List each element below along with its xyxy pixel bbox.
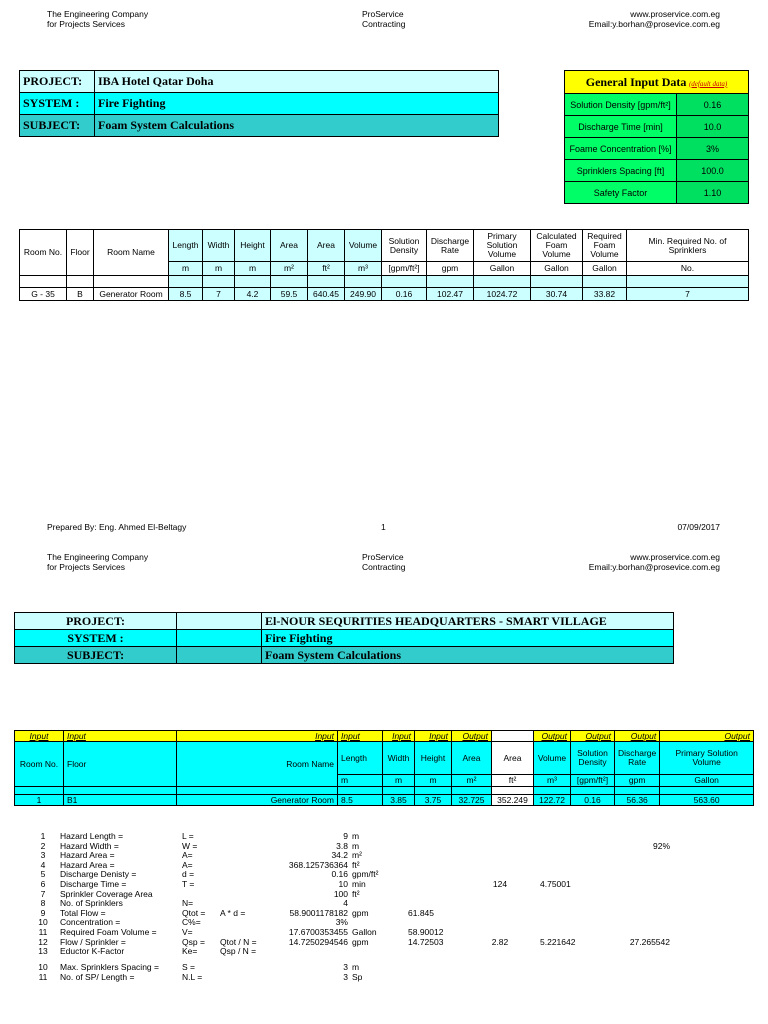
th-solution-density: Solution Density <box>382 230 427 262</box>
calc-unit: Gallon <box>352 926 377 937</box>
calc-label: Hazard Length = <box>60 831 124 841</box>
tag-input: Input <box>15 731 64 742</box>
tag-blank <box>492 731 534 742</box>
unit: [gpm/ft²] <box>382 262 427 276</box>
calc-extra-4 <box>598 851 672 861</box>
calc-label: Hazard Area = <box>60 850 115 861</box>
calc-formula: A * d = <box>220 907 246 918</box>
calc-symbol: C%= <box>182 917 201 928</box>
cell-room-name: Generator Room <box>94 288 169 301</box>
calc-extra-2 <box>462 947 538 957</box>
calc-extra-3 <box>538 851 598 861</box>
unit: No. <box>627 262 749 276</box>
calc-unit: ft² <box>352 888 360 899</box>
calc-symbol: Qtot = <box>182 907 206 918</box>
cell-discharge-rate: 56.36 <box>615 795 660 806</box>
calc-unit: m <box>352 840 360 851</box>
cell-area-m2: 32.725 <box>452 795 492 806</box>
subject-value: Foam System Calculations <box>262 647 674 664</box>
calc-row <box>28 842 672 852</box>
gi-label: Safety Factor <box>565 182 677 204</box>
calc-symbol: d = <box>182 869 195 880</box>
cell-primary-volume: 1024.72 <box>474 288 531 301</box>
contractor-line-1: ProService <box>362 552 404 562</box>
calc-extra-1 <box>406 842 462 852</box>
calc-formula <box>218 880 268 890</box>
cell-volume: 122.72 <box>534 795 571 806</box>
cell-floor: B <box>67 288 94 301</box>
calc-unit: m² <box>352 850 362 861</box>
calc-extra-2 <box>462 861 538 871</box>
company-line-2: for Projects Services <box>47 562 125 572</box>
system-label: SYSTEM : <box>20 93 95 115</box>
page-number: 1 <box>381 522 386 532</box>
calc-value <box>268 947 350 957</box>
contractor-line-2: Contracting <box>362 19 406 29</box>
calc-formula <box>218 870 268 880</box>
email: Email:y.borhan@prosevice.com.eg <box>588 562 720 572</box>
calc-extra-4 <box>598 973 672 983</box>
calc-index: 10 <box>38 917 48 928</box>
gi-value[interactable]: 10.0 <box>677 116 749 138</box>
calc-value: 9 <box>343 831 348 841</box>
calc-extra-1 <box>406 890 462 900</box>
calc-index: 10 <box>38 962 48 973</box>
calc-formula <box>218 957 268 973</box>
calc-index: 6 <box>40 878 46 889</box>
general-input-title-text: General Input Data <box>585 74 687 89</box>
unit: Gallon <box>660 775 754 787</box>
calc-extra-1: 14.72503 <box>408 936 444 947</box>
subject-value: Foam System Calculations <box>95 115 499 137</box>
calc-extra-3 <box>538 832 598 842</box>
company-line-1: The Engineering Company <box>47 552 149 562</box>
calc-symbol: A= <box>182 850 193 861</box>
th-calculated-foam-volume: Calculated Foam Volume <box>531 230 583 262</box>
unit: m <box>383 775 415 787</box>
contractor-line-1: ProService <box>362 9 404 19</box>
company-line-2: for Projects Services <box>47 19 125 29</box>
gi-label: Foame Concentration [%] <box>565 138 677 160</box>
cell-length[interactable]: 8.5 <box>169 288 203 301</box>
tag-input: Input <box>64 731 177 742</box>
calc-label: Required Foam Volume = <box>60 926 157 937</box>
gi-value[interactable]: 3% <box>677 138 749 160</box>
calc-extra-3 <box>538 973 598 983</box>
calc-value: 3 <box>343 962 348 973</box>
calc-index: 8 <box>40 898 46 909</box>
calc-extra-4 <box>598 899 672 909</box>
calc-symbol: W = <box>182 840 198 851</box>
cell-width[interactable]: 7 <box>203 288 235 301</box>
calc-unit: min <box>352 878 366 889</box>
th-required-foam-volume: Required Foam Volume <box>583 230 627 262</box>
unit: Gallon <box>531 262 583 276</box>
tag-output: Output <box>615 731 660 742</box>
project-box-2 <box>14 612 674 664</box>
website: www.proservice.com.eg <box>630 552 720 562</box>
calc-unit: m <box>352 962 360 973</box>
calc-extra-2 <box>462 842 538 852</box>
calc-extra-2 <box>462 890 538 900</box>
calc-extra-3 <box>538 861 598 871</box>
th-floor: Floor <box>67 230 94 276</box>
cell-solution-density: 0.16 <box>382 288 427 301</box>
calc-label: Eductor K-Factor <box>60 946 125 957</box>
calc-extra-2 <box>462 909 538 919</box>
table-row <box>20 288 749 301</box>
calc-symbol: T = <box>182 878 195 889</box>
calc-symbol: A= <box>182 859 193 870</box>
calc-label: Hazard Area = <box>60 859 115 870</box>
unit: m <box>203 262 235 276</box>
calc-label: Discharge Denisty = <box>60 869 137 880</box>
cell-room-no: G - 35 <box>20 288 67 301</box>
cell-height[interactable]: 4.2 <box>235 288 271 301</box>
cell-calculated-foam: 30.74 <box>531 288 583 301</box>
calc-extra-4 <box>598 909 672 919</box>
system-value: Fire Fighting <box>262 630 674 647</box>
company-name <box>47 9 148 29</box>
unit: ft² <box>308 262 345 276</box>
calc-extra-2 <box>462 973 538 983</box>
calc-value: 100 <box>333 888 348 899</box>
calc-extra-2: 124 <box>492 878 508 889</box>
th-primary-solution-volume: Primary Solution Volume <box>474 230 531 262</box>
calc-extra-1 <box>406 861 462 871</box>
project-label: PROJECT: <box>15 613 177 630</box>
calc-label: Discharge Time = <box>60 878 127 889</box>
cell-height[interactable]: 3.75 <box>415 795 452 806</box>
calc-row <box>28 957 672 973</box>
gi-value[interactable]: 100.0 <box>677 160 749 182</box>
cell-area-m2: 59.5 <box>271 288 308 301</box>
calc-extra-1 <box>406 870 462 880</box>
calc-symbol: S = <box>182 962 195 973</box>
calc-label: Hazard Width = <box>60 840 119 851</box>
calc-label: Max. Sprinklers Spacing = <box>60 962 159 973</box>
th-area-m2: Area <box>452 742 492 775</box>
calc-formula <box>218 890 268 900</box>
calc-extra-2: 2.82 <box>491 936 509 947</box>
calc-symbol: V= <box>182 926 193 937</box>
table-row <box>15 795 754 806</box>
th-room-name: Room Name <box>94 230 169 276</box>
calc-extra-2 <box>462 851 538 861</box>
unit: m <box>235 262 271 276</box>
calc-extra-4 <box>598 861 672 871</box>
calc-value: 4 <box>343 898 348 909</box>
calc-formula: Qtot / N = <box>220 936 257 947</box>
calc-row <box>28 909 672 919</box>
th-height: Height <box>235 230 271 262</box>
th-width: Width <box>203 230 235 262</box>
calc-value: 58.9001178182 <box>289 907 348 918</box>
company-name <box>47 552 148 572</box>
calc-extra-1 <box>406 832 462 842</box>
calc-unit: gpm <box>352 936 369 947</box>
calc-extra-3 <box>538 918 598 928</box>
calc-value: 17.6700353455 <box>288 926 348 937</box>
calc-extra-3 <box>538 947 598 957</box>
tag-output: Output <box>452 731 492 742</box>
calc-index: 4 <box>40 859 46 870</box>
unit: gpm <box>427 262 474 276</box>
th-width: Width <box>383 742 415 775</box>
general-input-title <box>565 71 749 94</box>
calc-unit <box>350 947 406 957</box>
calc-formula <box>218 851 268 861</box>
calc-index: 2 <box>40 840 46 851</box>
gi-label: Solution Density [gpm/ft²] <box>565 94 677 116</box>
calc-index: 12 <box>38 936 48 947</box>
calc-index: 11 <box>38 971 48 982</box>
calc-formula <box>218 918 268 928</box>
calc-extra-3 <box>538 957 598 973</box>
calc-label: No. of Sprinklers <box>60 898 123 909</box>
calc-value: 3.8 <box>336 840 348 851</box>
gi-value[interactable]: 0.16 <box>677 94 749 116</box>
project-value: El-NOUR SEQURITIES HEADQUARTERS - SMART VILLAGE <box>262 613 674 630</box>
calc-extra-4 <box>598 957 672 973</box>
cell-primary-volume: 563.60 <box>660 795 754 806</box>
cell-discharge-rate: 102.47 <box>427 288 474 301</box>
calc-unit: gpm/ft² <box>352 869 379 880</box>
calc-value: 3 <box>343 971 348 982</box>
th-floor: Floor <box>64 742 177 787</box>
unit: m <box>338 775 383 787</box>
th-area-m2: Area <box>271 230 308 262</box>
th-room-name: Room Name <box>177 742 338 787</box>
cell-required-foam: 33.82 <box>583 288 627 301</box>
system-label: SYSTEM : <box>15 630 177 647</box>
calc-row <box>28 899 672 909</box>
calc-symbol: L = <box>182 831 194 841</box>
general-input-table <box>564 70 749 204</box>
calc-extra-1 <box>406 880 462 890</box>
calc-table <box>28 832 672 982</box>
website: www.proservice.com.eg <box>630 9 720 19</box>
calc-label: No. of SP/ Length = <box>60 971 135 982</box>
calc-row <box>28 947 672 957</box>
calc-extra-3 <box>538 909 598 919</box>
calc-index: 5 <box>40 869 46 880</box>
th-length: Length <box>338 742 383 775</box>
tag-output: Output <box>571 731 615 742</box>
general-input-subtitle: (default data) <box>688 79 728 88</box>
tag-input: Input <box>338 731 383 742</box>
calc-index: 1 <box>40 831 46 841</box>
th-area-ft2: Area <box>308 230 345 262</box>
th-volume: Volume <box>345 230 382 262</box>
calc-extra-4 <box>598 890 672 900</box>
cell-min-sprinklers: 7 <box>627 288 749 301</box>
contractor-name <box>362 552 405 572</box>
cell-floor[interactable]: B1 <box>64 795 177 806</box>
calc-value: 34.2 <box>331 850 348 861</box>
th-discharge-rate: Discharge Rate <box>615 742 660 775</box>
cell-length[interactable]: 8.5 <box>338 795 383 806</box>
unit: gpm <box>615 775 660 787</box>
calc-label: Sprinkler Coverage Area <box>60 888 153 899</box>
calc-extra-3: 4.75001 <box>540 878 571 889</box>
cell-volume: 249.90 <box>345 288 382 301</box>
unit: m³ <box>534 775 571 787</box>
calc-index: 3 <box>40 850 46 861</box>
calc-extra-1 <box>406 851 462 861</box>
project-value: IBA Hotel Qatar Doha <box>95 71 499 93</box>
calc-extra-4: 27.265542 <box>629 936 670 947</box>
calc-formula: Qsp / N = <box>220 946 257 957</box>
calc-unit: gpm <box>352 907 369 918</box>
calc-formula <box>218 842 268 852</box>
calc-extra-2 <box>462 957 538 973</box>
calc-index: 13 <box>38 946 48 957</box>
cell-solution-density: 0.16 <box>571 795 615 806</box>
contact-info <box>589 552 720 572</box>
cell-width[interactable]: 3.85 <box>383 795 415 806</box>
calc-unit: m <box>352 831 360 841</box>
calc-extra-4 <box>598 947 672 957</box>
calc-value: 368.125736364 <box>288 859 348 870</box>
tag-output: Output <box>534 731 571 742</box>
th-room-no: Room No. <box>15 742 64 787</box>
cell-room-name[interactable]: Generator Room <box>177 795 338 806</box>
calc-extra-2 <box>462 899 538 909</box>
calc-extra-1 <box>406 973 462 983</box>
unit: Gallon <box>474 262 531 276</box>
calc-extra-2 <box>462 832 538 842</box>
email: Email:y.borhan@prosevice.com.eg <box>588 19 720 29</box>
calc-unit: Sp <box>352 971 363 982</box>
gi-label: Sprinklers Spacing [ft] <box>565 160 677 182</box>
calc-extra-4 <box>598 870 672 880</box>
calc-formula <box>218 832 268 842</box>
calc-symbol: N= <box>182 898 194 909</box>
unit: Gallon <box>583 262 627 276</box>
calc-extra-1 <box>406 957 462 973</box>
calc-extra-4: 92% <box>652 840 670 851</box>
th-min-sprinklers: Min. Required No. of Sprinklers <box>627 230 749 262</box>
unit: m <box>169 262 203 276</box>
calc-extra-3 <box>538 842 598 852</box>
unit: m² <box>271 262 308 276</box>
calc-label: Flow / Sprinkler = <box>60 936 126 947</box>
calc-extra-3 <box>538 899 598 909</box>
contractor-name <box>362 9 405 29</box>
th-primary-solution-volume: Primary Solution Volume <box>660 742 754 775</box>
subject-label: SUBJECT: <box>15 647 177 664</box>
unit: m³ <box>345 262 382 276</box>
th-area-ft2: Area <box>492 742 534 775</box>
calc-extra-1: 61.845 <box>408 907 434 918</box>
system-value: Fire Fighting <box>95 93 499 115</box>
calc-symbol: N.L = <box>182 971 203 982</box>
project-label: PROJECT: <box>20 71 95 93</box>
unit: ft² <box>492 775 534 787</box>
page-date: 07/09/2017 <box>677 522 720 532</box>
calc-extra-1 <box>406 947 462 957</box>
room-table-1 <box>19 229 749 301</box>
calc-value: 3% <box>335 917 348 928</box>
contact-info <box>589 9 720 29</box>
calc-index: 9 <box>40 907 46 918</box>
tag-input: Input <box>415 731 452 742</box>
calc-row <box>28 973 672 983</box>
cell-area-ft2: 640.45 <box>308 288 345 301</box>
calc-formula <box>218 973 268 983</box>
calc-extra-3 <box>538 890 598 900</box>
calc-value: 10 <box>338 878 348 889</box>
th-solution-density: Solution Density <box>571 742 615 775</box>
calc-symbol: Qsp = <box>182 936 205 947</box>
tag-output: Output <box>660 731 754 742</box>
company-line-1: The Engineering Company <box>47 9 149 19</box>
calc-extra-3: 5.221642 <box>540 936 576 947</box>
unit: [gpm/ft²] <box>571 775 615 787</box>
th-height: Height <box>415 742 452 775</box>
cell-room-no[interactable]: 1 <box>15 795 64 806</box>
prepared-by: Prepared By: Eng. Ahmed El-Beltagy <box>47 522 187 532</box>
calc-extra-4 <box>598 918 672 928</box>
calc-value: 14.7250294546 <box>288 936 348 947</box>
calc-extra-1: 58.90012 <box>408 926 444 937</box>
subject-label: SUBJECT: <box>20 115 95 137</box>
unit: m² <box>452 775 492 787</box>
calc-index: 11 <box>38 926 48 937</box>
th-discharge-rate: Discharge Rate <box>427 230 474 262</box>
unit: m <box>415 775 452 787</box>
calc-row <box>28 851 672 861</box>
th-volume: Volume <box>534 742 571 775</box>
th-room-no: Room No. <box>20 230 67 276</box>
tag-input: Input <box>177 731 338 742</box>
calc-row <box>28 832 672 842</box>
calc-label: Concentration = <box>60 917 121 928</box>
calc-value: 0.16 <box>331 869 348 880</box>
calc-extra-2 <box>462 918 538 928</box>
calc-unit: ft² <box>352 859 360 870</box>
calc-row <box>28 890 672 900</box>
calc-symbol: Ke= <box>182 946 198 957</box>
tag-input: Input <box>383 731 415 742</box>
calc-extra-4 <box>598 880 672 890</box>
gi-label: Discharge Time [min] <box>565 116 677 138</box>
cell-area-ft2: 352.249 <box>492 795 534 806</box>
room-table-2 <box>14 730 754 806</box>
calc-row <box>28 938 672 948</box>
calc-index: 7 <box>40 888 46 899</box>
gi-value[interactable]: 1.10 <box>677 182 749 204</box>
calc-label: Total Flow = <box>60 907 106 918</box>
calc-formula <box>218 861 268 871</box>
th-length: Length <box>169 230 203 262</box>
project-box <box>19 70 499 137</box>
contractor-line-2: Contracting <box>362 562 406 572</box>
